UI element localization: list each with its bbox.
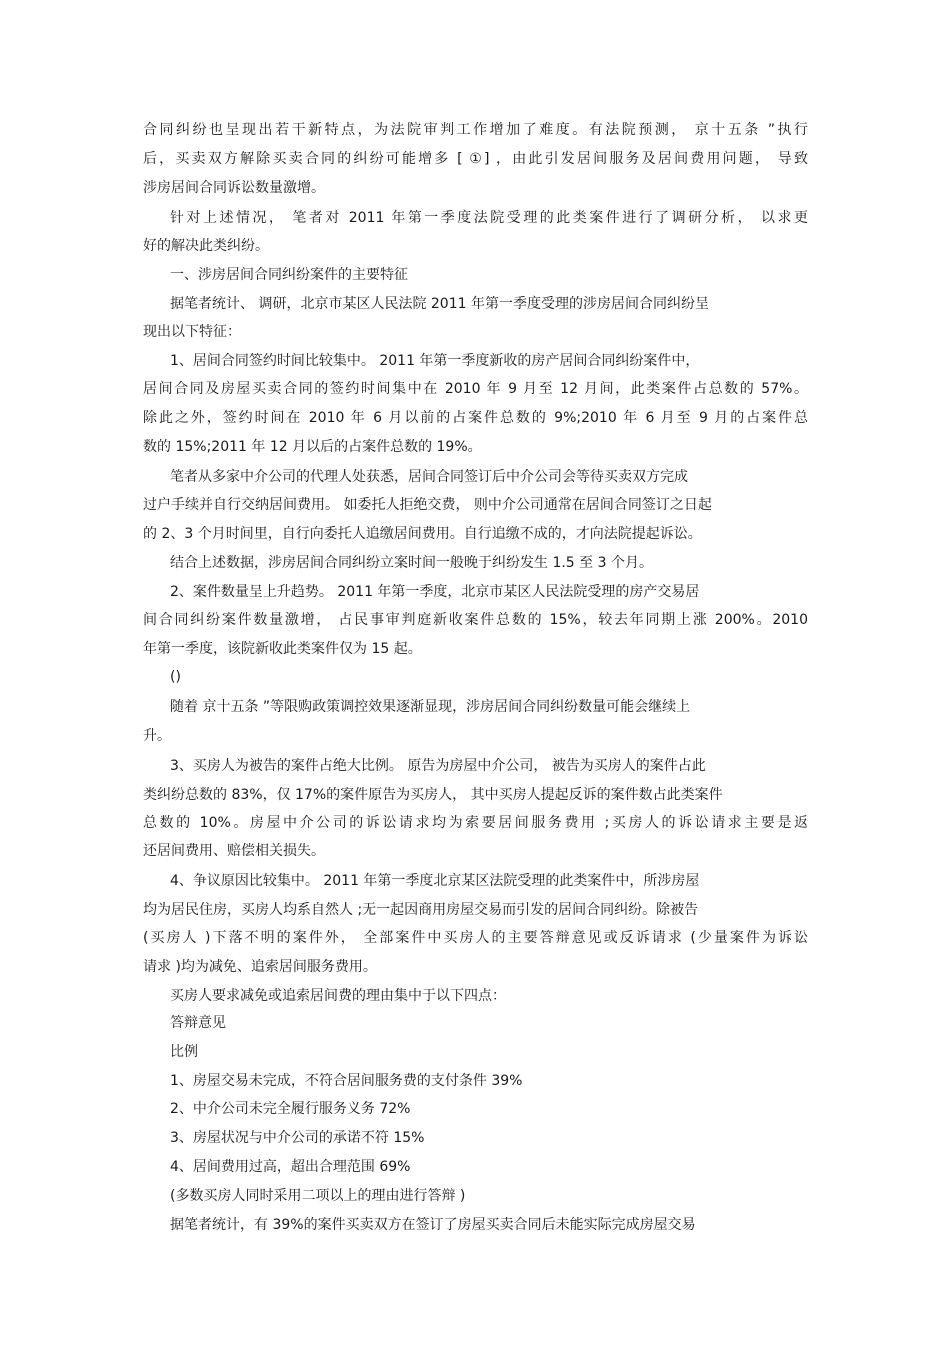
paragraph-line: 还居间费用、赔偿相关损失。 <box>143 843 325 859</box>
section-heading: 一、涉房居间合同纠纷案件的主要特征 <box>170 267 408 283</box>
table-header-ratio: 比例 <box>170 1044 198 1060</box>
paragraph-line: 4、争议原因比较集中。 2011 年第一季度北京某区法院受理的此类案件中，所涉房屋 <box>170 873 700 889</box>
note-line: (多数买房人同时采用二项以上的理由进行答辩 ) <box>170 1188 466 1204</box>
paragraph-line: 3、买房人为被告的案件占绝大比例。 原告为房屋中介公司， 被告为买房人的案件占此 <box>170 758 706 774</box>
paragraph-line: 后，买卖双方解除买卖合同的纠纷可能增多 [ ①] ，由此引发居间服务及居间费用问题， 导致 <box>143 151 808 167</box>
paragraph-line: 居间合同及房屋买卖合同的签约时间集中在 2010 年 9 月至 12 月间，此类案件占总数的 57%。 <box>143 381 808 397</box>
paragraph-line: 1、居间合同签约时间比较集中。 2011 年第一季度新收的房产居间合同纠纷案件中， <box>170 353 700 369</box>
paragraph-line: 买房人要求减免或追索居间费的理由集中于以下四点： <box>170 988 506 1004</box>
paragraph-line: 均为居民住房，买房人均系自然人 ;无一起因商用房屋交易而引发的居间合同纠纷。除被告 <box>143 902 699 918</box>
paragraph-line: 结合上述数据，涉房居间合同纠纷立案时间一般晚于纠纷发生 1.5 至 3 个月。 <box>170 555 653 571</box>
paragraph-line: 好的解决此类纠纷。 <box>143 238 269 254</box>
table-header-defense: 答辩意见 <box>170 1015 226 1031</box>
paragraph-line: 涉房居间合同诉讼数量激增。 <box>143 180 325 196</box>
paragraph-line: 升。 <box>143 728 171 744</box>
paragraph-line: 合同纠纷也呈现出若干新特点，为法院审判工作增加了难度。有法院预测， 京十五条 ”执行 <box>143 122 808 138</box>
paragraph-line: 类纠纷总数的 83%，仅 17%的案件原告为买房人， 其中买房人提起反诉的案件数占此类案件 <box>143 787 723 803</box>
paragraph-line: 年第一季度，该院新收此类案件仅为 15 起。 <box>143 641 422 657</box>
paragraph-line: 据笔者统计、 调研，北京市某区人民法院 2011 年第一季度受理的涉房居间合同纠纷呈 <box>170 296 709 312</box>
reason-item: 4、居间费用过高，超出合理范围 69% <box>170 1159 411 1175</box>
reason-item: 1、房屋交易未完成，不符合居间服务费的支付条件 39% <box>170 1073 523 1089</box>
paragraph-line: 据笔者统计，有 39%的案件买卖双方在签订了房屋买卖合同后未能实际完成房屋交易 <box>170 1217 696 1233</box>
paragraph-line: 过户手续并自行交纳居间费用。 如委托人拒绝交费， 则中介公司通常在居间合同签订之日起 <box>143 497 712 513</box>
paragraph-line: 除此之外，签约时间在 2010 年 6 月以前的占案件总数的 9%;2010 年 6 月至 9 月的占案件总 <box>143 410 808 426</box>
paragraph-line: 现出以下特征： <box>143 324 241 340</box>
paragraph-line: () <box>170 669 181 685</box>
reason-item: 2、中介公司未完全履行服务义务 72% <box>170 1101 411 1117</box>
paragraph-line: 数的 15%;2011 年 12 月以后的占案件总数的 19%。 <box>143 439 482 455</box>
paragraph-line: 笔者从多家中介公司的代理人处获悉，居间合同签订后中介公司会等待买卖双方完成 <box>170 469 688 485</box>
paragraph-line: 间合同纠纷案件数量激增， 占民事审判庭新收案件总数的 15%，较去年同期上涨 200%。2010 <box>143 612 808 628</box>
paragraph-line: 总数的 10%。房屋中介公司的诉讼请求均为索要居间服务费用 ;买房人的诉讼请求主要是返 <box>143 815 808 831</box>
reason-item: 3、房屋状况与中介公司的承诺不符 15% <box>170 1130 425 1146</box>
paragraph-line: 的 2、3 个月时间里，自行向委托人追缴居间费用。自行追缴不成的，才向法院提起诉讼。 <box>143 526 702 542</box>
paragraph-line: (买房人 )下落不明的案件外， 全部案件中买房人的主要答辩意见或反诉请求 (少量案件为诉讼 <box>143 930 808 946</box>
paragraph-line: 2、案件数量呈上升趋势。 2011 年第一季度，北京市某区人民法院受理的房产交易居 <box>170 584 700 600</box>
paragraph-line: 请求 )均为减免、追索居间服务费用。 <box>143 959 377 975</box>
paragraph-line: 针对上述情况， 笔者对 2011 年第一季度法院受理的此类案件进行了调研分析， 以求更 <box>170 210 808 226</box>
paragraph-line: 随着 京十五条 ”等限购政策调控效果逐渐显现，涉房居间合同纠纷数量可能会继续上 <box>170 699 691 715</box>
